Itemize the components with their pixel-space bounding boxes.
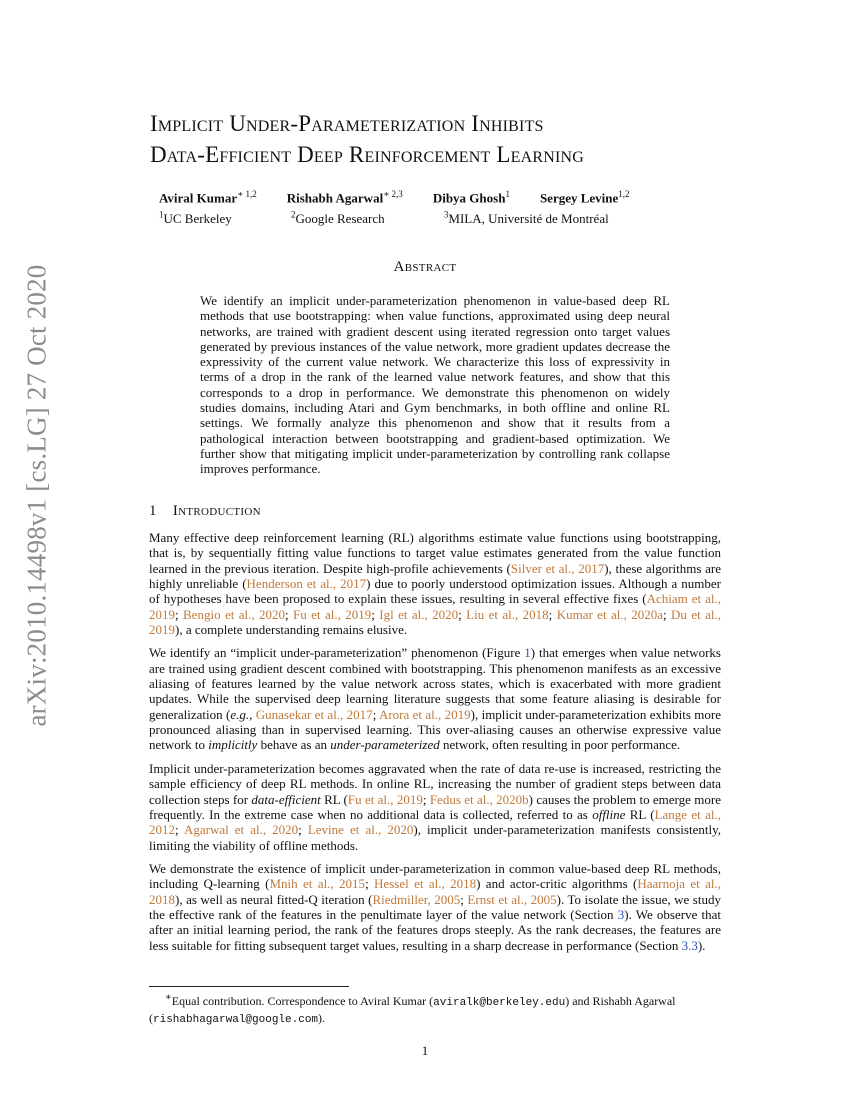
citation-link[interactable]: Agarwal et al., 2020	[183, 822, 299, 838]
citation-link[interactable]: Achiam et al., 2019	[149, 591, 721, 622]
citation-link[interactable]: Igl et al., 2020	[379, 606, 459, 622]
abstract-heading: Abstract	[393, 259, 457, 275]
paragraph-2: We identify an “implicit under-parameterization” phenomenon (Figure 1) that emerges when value networks are trained using gradient descent combined with bootstrapping. This phenomenon manifests as an excessive aliasing of features learned by the value network across states, which is exacerbated with more gradient updates. While the supervised deep learning literature suggests that some feature aliasing is desirable for generalization (e.g., Gunasekar et al., 2017; Arora et al., 2019), implicit under-parameterization exhibits more pronounced aliasing than in supervised learning. This over-aliasing causes an otherwise expressive value network to implicitly behave as an under-parameterized network, often resulting in poor performance.	[149, 645, 721, 753]
citation-link[interactable]: Riedmiller, 2005	[372, 891, 461, 907]
arxiv-stamp	[4, 263, 70, 727]
author-1: Aviral Kumar$^{∗ 1,2}$	[159, 189, 257, 206]
email-link[interactable]: rishabhagarwal@google.com	[153, 1014, 319, 1026]
paragraph-3: Implicit under-parameterization becomes aggravated when the rate of data re-use is increased, restricting the sample efficiency of deep RL methods. In online RL, increasing the number of gradient steps between data collection steps for data-efficient RL (Fu et al., 2019; Fedus et al., 2020b) causes the problem to emerge more frequently. In the extreme case when no additional data is collected, referred to as offline RL (Lange et al., 2012; Agarwal et al., 2020; Levine et al., 2020), implicit under-parameterization manifests consistently, limiting the viability of offline methods.	[149, 760, 721, 853]
footnote-line-2: (rishabhagarwal@google.com).	[149, 1011, 326, 1026]
author-3: Dibya Ghosh$^1$	[432, 189, 510, 206]
paragraph-4: We demonstrate the existence of implicit under-parameterization in common value-based deep RL methods, including Q-learning (Mnih et al., 2015; Hessel et al., 2018) and actor-critic algorithms (Haarnoja et al., 2018), as well as neural fitted-Q iteration (Riedmiller, 2005; Ernst et al., 2005). To isolate the issue, we study the effective rank of the features in the penultimate layer of the value network (Section 3). We observe that after an initial learning period, the rank of the features drops steeply. As the rank decreases, the features are less suitable for fitting subsequent target values, resulting in a sharp decrease in performance (Section 3.3).	[149, 860, 722, 953]
citation-link[interactable]: Arora et al., 2019	[378, 706, 471, 722]
citation-link[interactable]: Fu et al., 2019	[293, 606, 372, 622]
section-reference-link[interactable]: 3	[617, 906, 625, 922]
email-link[interactable]: aviralk@berkeley.edu	[433, 997, 566, 1009]
page-number: 1	[421, 1043, 429, 1058]
paragraph-1: Many effective deep reinforcement learning (RL) algorithms estimate value functions using bootstrapping, that is, by sequentially fitting value functions to target value estimates generated from the value function learned in the previous iteration. Despite high-profile achievements (Silver et al., 2017), these algorithms are highly unreliable (Henderson et al., 2017) due to poorly understood optimization issues. Although a number of hypotheses have been proposed to explain these issues, resulting in several effective fixes (Achiam et al., 2019; Bengio et al., 2020; Fu et al., 2019; Igl et al., 2020; Liu et al., 2018; Kumar et al., 2020a; Du et al., 2019), a complete understanding remains elusive.	[149, 530, 721, 638]
citation-link[interactable]: Gunasekar et al., 2017	[255, 706, 373, 722]
citation-link[interactable]: Bengio et al., 2020	[183, 606, 286, 622]
author-2: Rishabh Agarwal$^{∗ 2,3}$	[286, 189, 403, 206]
citation-link[interactable]: Mnih et al., 2015	[269, 876, 366, 892]
section-number: 1	[149, 503, 157, 519]
citation-link[interactable]: Henderson et al., 2017	[246, 576, 367, 592]
citation-link[interactable]: Fu et al., 2019	[347, 791, 423, 807]
footnote-line-1: ∗Equal contribution. Correspondence to Aviral Kumar (aviralk@berkeley.edu) and Rishabh Agarwal	[165, 992, 676, 1009]
section-reference-link[interactable]: 3.3	[681, 937, 698, 953]
affiliation-2: $^2$Google Research	[290, 209, 385, 226]
citation-link[interactable]: Liu et al., 2018	[466, 606, 549, 622]
arxiv-stamp-text: arXiv:2010.14498v1 [cs.LG] 27 Oct 2020	[21, 263, 52, 727]
citation-link[interactable]: Kumar et al., 2020a	[556, 606, 664, 622]
section-heading	[149, 503, 261, 520]
author-4: Sergey Levine$^{1,2}$	[539, 189, 630, 206]
affiliations	[159, 206, 719, 226]
title-line-2: Data-Efficient Deep Reinforcement Learning	[150, 142, 585, 167]
citation-link[interactable]: Levine et al., 2020	[307, 822, 414, 838]
footnote	[149, 990, 721, 1028]
citation-link[interactable]: Du et al., 2019	[149, 606, 721, 638]
citation-link[interactable]: Hessel et al., 2018	[374, 876, 477, 892]
citation-link[interactable]: Haarnoja et al., 2018	[149, 876, 722, 907]
section-title: Introduction	[172, 503, 261, 519]
body-text	[149, 530, 721, 961]
footnote-divider	[149, 986, 349, 987]
title-line-1: Implicit Under-Parameterization Inhibits	[150, 111, 544, 136]
citation-link[interactable]: Ernst et al., 2005	[467, 891, 557, 907]
citation-link[interactable]: Lange et al., 2012	[149, 806, 721, 838]
abstract-text: We identify an implicit under-parameterization phenomenon in value-based deep RL methods that use bootstrapping: when value functions, approximated using deep neural networks, are trained with gradient descent using iterated regression onto target values generated by previous instances of the value network, more gradient updates decrease the expressivity of the current value network. We characterize this loss of expressivity in terms of a drop in the rank of the learned value network features, and show that this corresponds to a drop in performance. We demonstrate this phenomenon on widely studies domains, including Atari and Gym benchmarks, in both offline and online RL settings. We formally analyze this phenomenon and show that it results from a pathological interaction between bootstrapping and gradient-based optimization. We further show that mitigating implicit under-parameterization by controlling rank collapse improves performance.	[200, 293, 670, 477]
affiliation-1: $^1$UC Berkeley	[159, 209, 232, 226]
figure-reference-link[interactable]: 1	[524, 645, 531, 661]
affiliation-3: $^3$MILA, Université de Montréal	[443, 209, 609, 226]
citation-link[interactable]: Silver et al., 2017	[510, 560, 605, 576]
paper-title	[150, 108, 770, 170]
author-names	[159, 186, 719, 206]
author-block	[159, 186, 719, 227]
citation-link[interactable]: Fedus et al., 2020b	[429, 791, 529, 807]
